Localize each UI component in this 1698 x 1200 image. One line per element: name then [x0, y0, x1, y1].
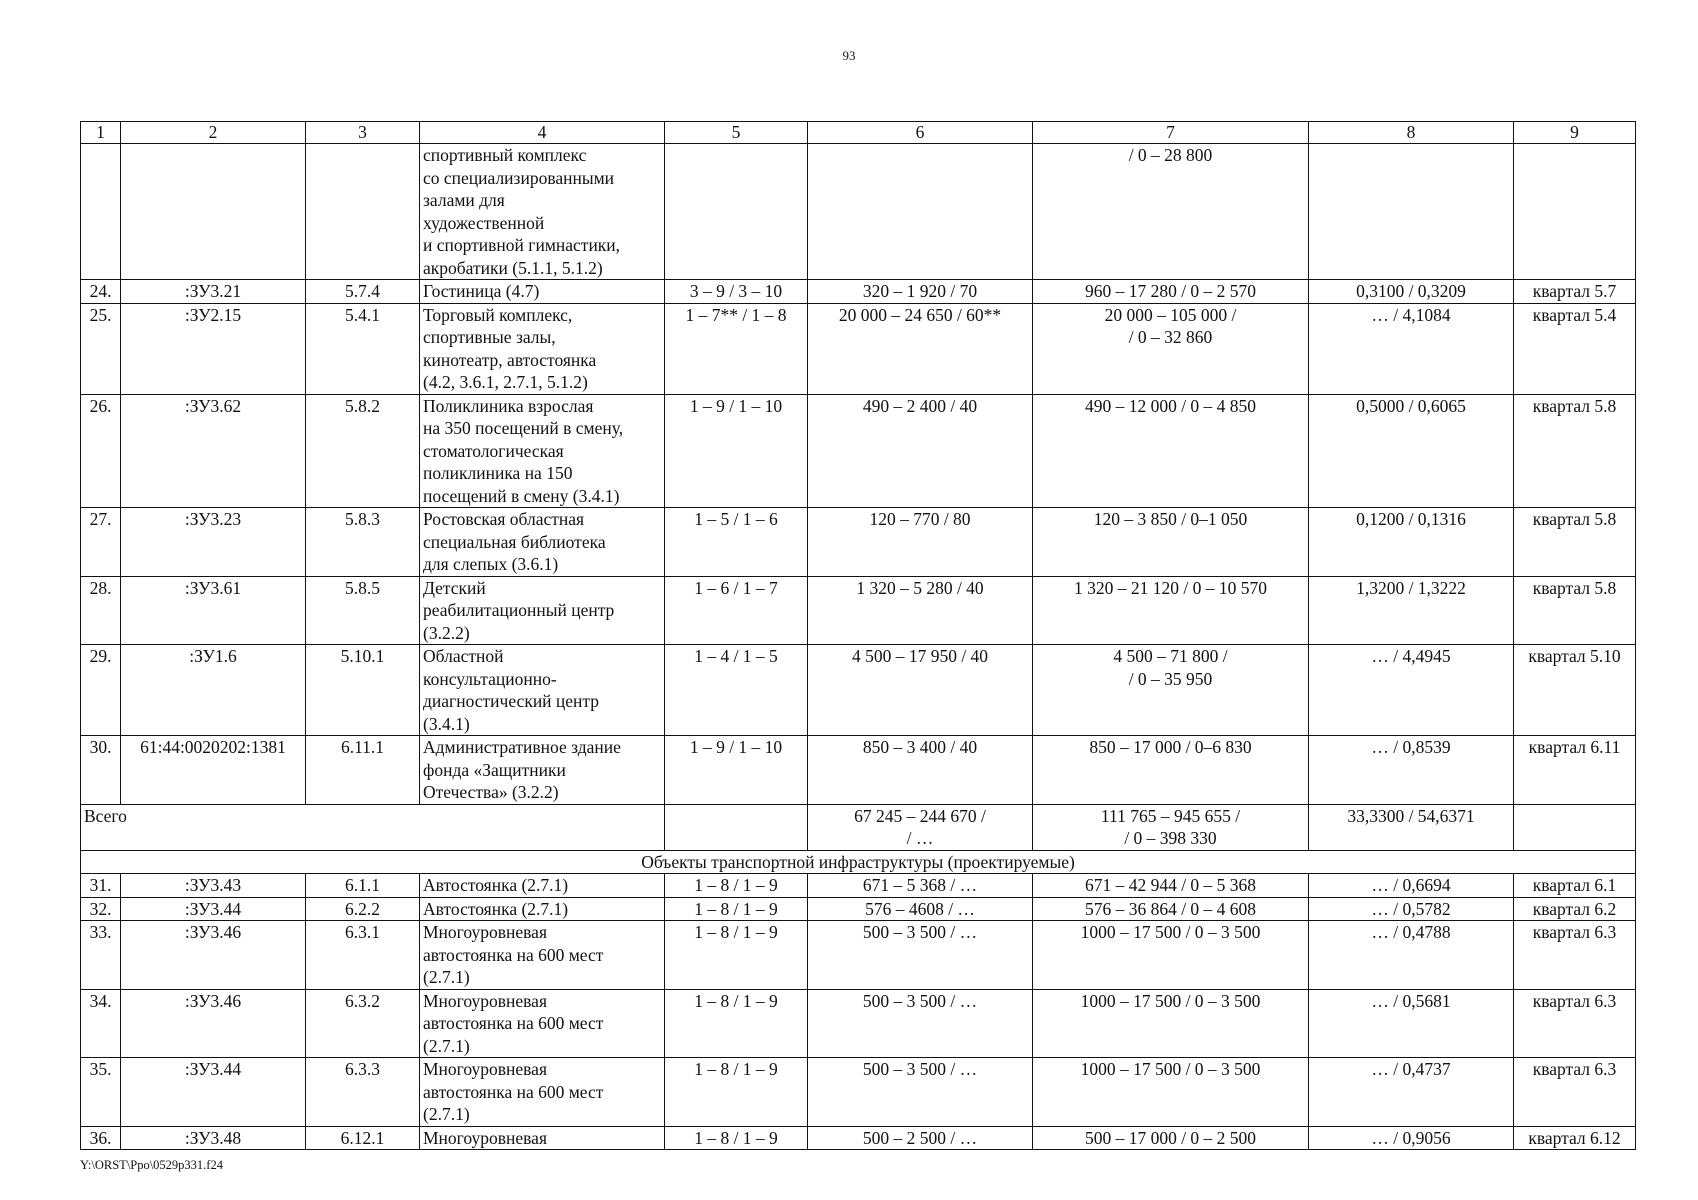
table-row: [81, 280, 1636, 304]
table-cell-col9: квартал 5.10: [1514, 645, 1636, 736]
table-cell-col2: :ЗУ3.46: [121, 921, 306, 990]
table-cell-col6: 500 – 3 500 / …: [808, 989, 1033, 1058]
table-row: [81, 1126, 1636, 1150]
table-cell-col2: :ЗУ1.6: [121, 645, 306, 736]
column-header: 8: [1309, 122, 1514, 144]
table-cell-col1: 36.: [81, 1126, 121, 1150]
total-cell-col6: 67 245 – 244 670 / / …: [808, 804, 1033, 850]
table-cell-col2: 61:44:0020202:1381: [121, 736, 306, 805]
table-cell-col9: квартал 6.3: [1514, 989, 1636, 1058]
table-cell-col6: 500 – 2 500 / …: [808, 1126, 1033, 1150]
table-cell-col8: 0,3100 / 0,3209: [1309, 280, 1514, 304]
table-cell-col5: 1 – 7** / 1 – 8: [665, 303, 808, 394]
column-header: 2: [121, 122, 306, 144]
table-cell-col2: :ЗУ2.15: [121, 303, 306, 394]
table-cell-col4: Детский реабилитационный центр (3.2.2): [420, 576, 665, 645]
table-cell-col6: 120 – 770 / 80: [808, 508, 1033, 577]
table-cell-col6: 671 – 5 368 / …: [808, 874, 1033, 898]
table-cell-col5: 3 – 9 / 3 – 10: [665, 280, 808, 304]
table-cell-col8: … / 0,6694: [1309, 874, 1514, 898]
table-cell-col1: 31.: [81, 874, 121, 898]
table-cell-col1: 28.: [81, 576, 121, 645]
table-cell-col1: 34.: [81, 989, 121, 1058]
table-cell-col7: 671 – 42 944 / 0 – 5 368: [1033, 874, 1309, 898]
table-cell-col2: :ЗУ3.23: [121, 508, 306, 577]
column-header: 3: [306, 122, 420, 144]
table-cell-col8: … / 0,4737: [1309, 1058, 1514, 1127]
table-cell-col8: … / 4,1084: [1309, 303, 1514, 394]
table-cell-col1: 25.: [81, 303, 121, 394]
table-cell-col6: 320 – 1 920 / 70: [808, 280, 1033, 304]
table-cell-col6: 490 – 2 400 / 40: [808, 394, 1033, 508]
table-row: [81, 144, 1636, 280]
table-cell-col3: 6.3.3: [306, 1058, 420, 1127]
table-cell-col5: 1 – 8 / 1 – 9: [665, 921, 808, 990]
table-cell-col7: 576 – 36 864 / 0 – 4 608: [1033, 897, 1309, 921]
table-cell-col6: 20 000 – 24 650 / 60**: [808, 303, 1033, 394]
table-cell-col4: Автостоянка (2.7.1): [420, 874, 665, 898]
table-cell-col5: 1 – 8 / 1 – 9: [665, 1126, 808, 1150]
table-cell-col1: 27.: [81, 508, 121, 577]
table-cell-col3: 5.8.3: [306, 508, 420, 577]
table-cell-col8: … / 0,9056: [1309, 1126, 1514, 1150]
table-cell-col1: 33.: [81, 921, 121, 990]
table-cell-col8: 1,3200 / 1,3222: [1309, 576, 1514, 645]
table-cell-col8: 0,5000 / 0,6065: [1309, 394, 1514, 508]
table-cell-col5: 1 – 9 / 1 – 10: [665, 394, 808, 508]
table-cell-col2: :ЗУ3.43: [121, 874, 306, 898]
table-cell-col3: 6.2.2: [306, 897, 420, 921]
total-cell-col7: 111 765 – 945 655 / / 0 – 398 330: [1033, 804, 1309, 850]
column-header: 4: [420, 122, 665, 144]
table-cell-col4: Многоуровневая: [420, 1126, 665, 1150]
table-cell-col7: 20 000 – 105 000 / / 0 – 32 860: [1033, 303, 1309, 394]
total-label: Всего: [81, 804, 665, 850]
table-cell-col4: Гостиница (4.7): [420, 280, 665, 304]
table-row: [81, 736, 1636, 805]
section-title: Объекты транспортной инфраструктуры (проектируемые): [81, 850, 1636, 874]
table-cell-col1: [81, 144, 121, 280]
table-cell-col7: 1000 – 17 500 / 0 – 3 500: [1033, 1058, 1309, 1127]
table-cell-col7: 850 – 17 000 / 0–6 830: [1033, 736, 1309, 805]
column-header: 7: [1033, 122, 1309, 144]
table-cell-col5: 1 – 9 / 1 – 10: [665, 736, 808, 805]
table-cell-col8: … / 0,4788: [1309, 921, 1514, 990]
column-header: 1: [81, 122, 121, 144]
table-cell-col2: :ЗУ3.62: [121, 394, 306, 508]
page-number: 93: [842, 48, 856, 63]
table-cell-col2: :ЗУ3.44: [121, 1058, 306, 1127]
table-cell-col9: квартал 6.2: [1514, 897, 1636, 921]
table-cell-col5: 1 – 8 / 1 – 9: [665, 989, 808, 1058]
table-cell-col4: Поликлиника взрослая на 350 посещений в смену, стоматологическая поликлиника на 150 посещений в смену (3.4.1): [420, 394, 665, 508]
table-cell-col9: квартал 5.8: [1514, 508, 1636, 577]
table-cell-col3: 6.3.2: [306, 989, 420, 1058]
table-cell-col9: квартал 6.12: [1514, 1126, 1636, 1150]
table-cell-col3: 5.8.5: [306, 576, 420, 645]
column-header: 5: [665, 122, 808, 144]
table-cell-col2: :ЗУ3.61: [121, 576, 306, 645]
table-cell-col2: :ЗУ3.46: [121, 989, 306, 1058]
table-cell-col6: 500 – 3 500 / …: [808, 1058, 1033, 1127]
table-cell-col6: 500 – 3 500 / …: [808, 921, 1033, 990]
column-header: 6: [808, 122, 1033, 144]
table-cell-col4: Многоуровневая автостоянка на 600 мест (2.7.1): [420, 921, 665, 990]
table-cell-col9: квартал 5.8: [1514, 394, 1636, 508]
table-cell-col9: квартал 6.1: [1514, 874, 1636, 898]
table-cell-col9: квартал 6.3: [1514, 1058, 1636, 1127]
table-cell-col6: 4 500 – 17 950 / 40: [808, 645, 1033, 736]
file-path-footer: Y:\ORST\Ppo\0529p331.f24: [80, 1158, 223, 1172]
table-cell-col2: :ЗУ3.48: [121, 1126, 306, 1150]
column-header-row: [81, 122, 1636, 144]
table-row: [81, 921, 1636, 990]
table-cell-col7: 120 – 3 850 / 0–1 050: [1033, 508, 1309, 577]
table-cell-col4: Ростовская областная специальная библиотека для слепых (3.6.1): [420, 508, 665, 577]
table-cell-col3: [306, 144, 420, 280]
table-cell-col7: 4 500 – 71 800 / / 0 – 35 950: [1033, 645, 1309, 736]
table-cell-col9: квартал 6.3: [1514, 921, 1636, 990]
table-cell-col5: 1 – 6 / 1 – 7: [665, 576, 808, 645]
table-cell-col6: 576 – 4608 / …: [808, 897, 1033, 921]
table-cell-col8: … / 0,5782: [1309, 897, 1514, 921]
table-cell-col9: квартал 5.7: [1514, 280, 1636, 304]
table-cell-col5: 1 – 5 / 1 – 6: [665, 508, 808, 577]
total-cell-col5: [665, 804, 808, 850]
table-cell-col6: 850 – 3 400 / 40: [808, 736, 1033, 805]
table-cell-col7: 1000 – 17 500 / 0 – 3 500: [1033, 989, 1309, 1058]
table-cell-col9: [1514, 144, 1636, 280]
table-cell-col2: :ЗУ3.21: [121, 280, 306, 304]
table-row: [81, 508, 1636, 577]
table-cell-col3: 6.11.1: [306, 736, 420, 805]
table-cell-col8: 0,1200 / 0,1316: [1309, 508, 1514, 577]
table-cell-col1: 32.: [81, 897, 121, 921]
table-cell-col3: 5.7.4: [306, 280, 420, 304]
table-cell-col9: квартал 5.4: [1514, 303, 1636, 394]
table-cell-col5: 1 – 8 / 1 – 9: [665, 1058, 808, 1127]
table-cell-col7: 1 320 – 21 120 / 0 – 10 570: [1033, 576, 1309, 645]
total-row: [81, 804, 1636, 850]
table-row: [81, 989, 1636, 1058]
table-row: [81, 394, 1636, 508]
table-row: [81, 1058, 1636, 1127]
total-cell-col9: [1514, 804, 1636, 850]
table-cell-col5: [665, 144, 808, 280]
table-cell-col4: Торговый комплекс, спортивные залы, кинотеатр, автостоянка (4.2, 3.6.1, 2.7.1, 5.1.2): [420, 303, 665, 394]
table-cell-col2: :ЗУ3.44: [121, 897, 306, 921]
table-row: [81, 897, 1636, 921]
section-row: [81, 850, 1636, 874]
table-cell-col3: 6.3.1: [306, 921, 420, 990]
table-cell-col6: 1 320 – 5 280 / 40: [808, 576, 1033, 645]
table-cell-col1: 26.: [81, 394, 121, 508]
table-cell-col3: 6.12.1: [306, 1126, 420, 1150]
total-cell-col8: 33,3300 / 54,6371: [1309, 804, 1514, 850]
table-cell-col5: 1 – 4 / 1 – 5: [665, 645, 808, 736]
table-cell-col9: квартал 5.8: [1514, 576, 1636, 645]
table-cell-col7: 500 – 17 000 / 0 – 2 500: [1033, 1126, 1309, 1150]
table-cell-col8: [1309, 144, 1514, 280]
table-cell-col5: 1 – 8 / 1 – 9: [665, 897, 808, 921]
table-cell-col1: 30.: [81, 736, 121, 805]
table-cell-col5: 1 – 8 / 1 – 9: [665, 874, 808, 898]
table-cell-col4: Областной консультационно- диагностический центр (3.4.1): [420, 645, 665, 736]
table-cell-col3: 5.10.1: [306, 645, 420, 736]
data-table: [80, 121, 1636, 1150]
table-cell-col6: [808, 144, 1033, 280]
table-cell-col4: Многоуровневая автостоянка на 600 мест (2.7.1): [420, 1058, 665, 1127]
table-cell-col2: [121, 144, 306, 280]
table-cell-col8: … / 0,8539: [1309, 736, 1514, 805]
table-cell-col9: квартал 6.11: [1514, 736, 1636, 805]
table-cell-col3: 5.8.2: [306, 394, 420, 508]
table-cell-col3: 6.1.1: [306, 874, 420, 898]
table-row: [81, 303, 1636, 394]
table-cell-col1: 29.: [81, 645, 121, 736]
table-cell-col4: спортивный комплекс со специализированными залами для художественной и спортивной гимнастики, акробатики (5.1.1, 5.1.2): [420, 144, 665, 280]
table-row: [81, 874, 1636, 898]
table-cell-col4: Многоуровневая автостоянка на 600 мест (2.7.1): [420, 989, 665, 1058]
table-cell-col7: / 0 – 28 800: [1033, 144, 1309, 280]
table-row: [81, 645, 1636, 736]
table-cell-col7: 490 – 12 000 / 0 – 4 850: [1033, 394, 1309, 508]
table-cell-col1: 24.: [81, 280, 121, 304]
table-cell-col1: 35.: [81, 1058, 121, 1127]
table-cell-col4: Автостоянка (2.7.1): [420, 897, 665, 921]
table-cell-col4: Административное здание фонда «Защитники Отечества» (3.2.2): [420, 736, 665, 805]
column-header: 9: [1514, 122, 1636, 144]
table-cell-col8: … / 4,4945: [1309, 645, 1514, 736]
table-cell-col7: 960 – 17 280 / 0 – 2 570: [1033, 280, 1309, 304]
table-row: [81, 576, 1636, 645]
table-cell-col3: 5.4.1: [306, 303, 420, 394]
table-cell-col7: 1000 – 17 500 / 0 – 3 500: [1033, 921, 1309, 990]
table-cell-col8: … / 0,5681: [1309, 989, 1514, 1058]
